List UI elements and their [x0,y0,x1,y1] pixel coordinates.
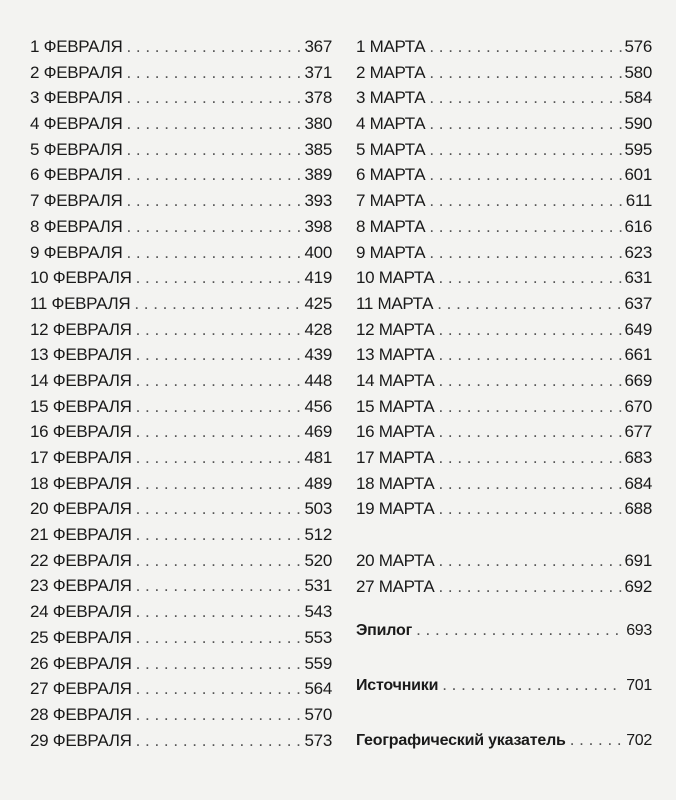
dot-leader [438,265,621,291]
toc-entry-label: 23 ФЕВРАЛЯ [30,576,132,596]
dot-leader [136,522,302,548]
toc-entry-page: 559 [304,653,332,673]
toc-entry-label: Источники [356,677,439,695]
toc-entry-label: 2 МАРТА [356,62,426,82]
toc-entry-label: 11 МАРТА [356,293,434,313]
toc-entry-page: 702 [626,731,652,749]
toc-entry[interactable] [356,85,652,111]
toc-entry-label: 13 МАРТА [356,345,435,365]
toc-entry-label: Эпилог [356,622,413,640]
toc-entry-page: 595 [624,139,652,159]
dot-leader [126,137,301,163]
toc-entry-label: 14 МАРТА [356,370,435,390]
toc-entry-label: 1 МАРТА [356,37,426,56]
toc-entry[interactable] [30,702,332,728]
toc-entry-label: 7 ФЕВРАЛЯ [30,191,123,211]
toc-entry-page: 456 [304,396,332,416]
spacer [356,599,652,617]
toc-entry-label: 8 ФЕВРАЛЯ [30,216,123,236]
dot-leader [136,702,302,728]
toc-entry-label: Географический указатель [356,731,566,749]
toc-entry[interactable] [30,419,332,445]
dot-leader [136,676,302,702]
dot-leader [136,599,302,625]
toc-entry-label: 7 МАРТА [356,191,426,211]
toc-entry-label: 6 МАРТА [356,165,426,185]
toc-entry[interactable] [356,34,652,60]
toc-entry-page: 564 [304,679,332,699]
toc-entry[interactable] [30,573,332,599]
toc-entry[interactable] [30,291,332,317]
dot-leader [126,60,301,86]
dot-leader [136,651,302,677]
toc-entry-page: 601 [624,165,652,185]
toc-entry-page: 439 [304,345,332,365]
dot-leader [136,419,302,445]
toc-entry-page: 590 [624,114,652,134]
dot-leader [438,496,621,522]
toc-entry-page: 553 [304,627,332,647]
toc-entry[interactable] [356,137,652,163]
dot-leader [126,111,301,137]
toc-entry[interactable] [356,445,652,471]
dot-leader [126,214,301,240]
toc-entry-page: 684 [624,473,652,493]
toc-entry[interactable] [356,317,652,343]
toc-entry[interactable] [30,162,332,188]
toc-entry[interactable] [30,471,332,497]
dot-leader [136,625,302,651]
toc-entry-label: 16 ФЕВРАЛЯ [30,422,132,442]
toc-entry[interactable] [30,111,332,137]
toc-entry[interactable] [30,137,332,163]
toc-entry-label: 10 ФЕВРАЛЯ [30,268,132,288]
toc-entry[interactable] [30,625,332,651]
dot-leader [136,394,302,420]
toc-entry-page: 448 [304,370,332,390]
toc-entry-label: 27 ФЕВРАЛЯ [30,679,132,699]
toc-entry[interactable] [30,368,332,394]
dot-leader [136,342,302,368]
toc-entry-epilogue[interactable] [356,617,652,643]
toc-column-march [356,34,652,753]
dot-leader [136,445,302,471]
toc-entry[interactable] [356,162,652,188]
toc-entry[interactable] [356,188,652,214]
dot-leader [136,317,302,343]
dot-leader [438,394,621,420]
toc-entry-page: 520 [304,550,332,570]
dot-leader [134,291,301,317]
dot-leader [438,419,621,445]
toc-entry[interactable] [356,574,652,600]
toc-entry-label: 22 ФЕВРАЛЯ [30,550,132,570]
toc-entry-label: 2 ФЕВРАЛЯ [30,62,123,82]
dot-leader [126,34,301,60]
toc-entry-label: 15 МАРТА [356,396,435,416]
toc-entry-label: 17 МАРТА [356,448,435,467]
toc-entry-label: 25 ФЕВРАЛЯ [30,627,132,647]
toc-entry-page: 693 [626,622,652,640]
toc-entry[interactable] [30,34,332,60]
toc-entry[interactable] [356,214,652,240]
toc-entry-page: 425 [304,293,332,313]
dot-leader [438,342,621,368]
dot-leader [416,617,623,644]
toc-entry-label: 11 ФЕВРАЛЯ [30,293,131,313]
toc-entry-label: 3 МАРТА [356,88,426,108]
toc-entry-label: 29 ФЕВРАЛЯ [30,730,132,750]
dot-leader [429,60,621,86]
toc-entry-page: 543 [304,602,332,622]
toc-entry-sources[interactable] [356,672,652,698]
toc-entry-label: 13 ФЕВРАЛЯ [30,345,132,365]
toc-entry-page: 469 [304,422,332,442]
toc-entry-page: 512 [304,525,332,545]
dot-leader [136,471,302,497]
toc-entry-page: 389 [304,165,332,185]
dot-leader [570,727,624,754]
dot-leader [429,240,621,266]
toc-entry-label: 6 ФЕВРАЛЯ [30,165,123,185]
dot-leader [438,445,621,471]
toc-entry-page: 371 [304,62,332,82]
dot-leader [126,85,301,111]
toc-entry-label: 24 ФЕВРАЛЯ [30,602,132,622]
toc-entry-label: 5 МАРТА [356,139,426,159]
dot-leader [442,672,623,699]
toc-entry-label: 1 ФЕВРАЛЯ [30,37,123,56]
dot-leader [429,162,621,188]
toc-entry-label: 14 ФЕВРАЛЯ [30,370,132,390]
toc-entry[interactable] [356,496,652,522]
toc-entry-page: 380 [304,114,332,134]
toc-entry-label: 3 ФЕВРАЛЯ [30,88,123,108]
dot-leader [429,137,621,163]
dot-leader [438,471,621,497]
dot-leader [136,573,302,599]
toc-entry-label: 4 МАРТА [356,114,426,134]
toc-entry[interactable] [30,240,332,266]
toc-entry[interactable] [356,60,652,86]
toc-entry[interactable] [30,651,332,677]
spacer [356,643,652,672]
toc-entry-page: 649 [624,319,652,339]
toc-entry[interactable] [356,240,652,266]
toc-entry-page: 400 [304,242,332,262]
toc-entry-page: 611 [625,191,652,211]
toc-entry-label: 10 МАРТА [356,268,435,288]
toc-column-february [30,34,332,753]
dot-leader [136,548,302,574]
toc-entry[interactable] [356,368,652,394]
dot-leader [126,240,301,266]
toc-entry[interactable] [30,85,332,111]
dot-leader [136,265,302,291]
spacer [356,698,652,727]
toc-entry[interactable] [356,265,652,291]
toc-entry-page: 669 [624,370,652,390]
toc-entry-label: 20 МАРТА [356,551,435,571]
toc-entry-page: 701 [626,677,652,695]
dot-leader [136,368,302,394]
dot-leader [126,162,301,188]
toc-entry[interactable] [30,342,332,368]
toc-entry-page: 531 [304,576,332,596]
toc-entry-geo-index[interactable] [356,727,652,753]
toc-entry[interactable] [30,265,332,291]
dot-leader [429,85,621,111]
toc-entry-page: 688 [624,499,652,519]
toc-entry-page: 670 [624,396,652,416]
dot-leader [437,291,621,317]
toc-entry[interactable] [356,111,652,137]
toc-entry-page: 637 [624,293,652,313]
toc-entry-page: 584 [624,88,652,108]
toc-entry-page: 616 [624,216,652,236]
dot-leader [438,317,621,343]
toc-entry-label: 8 МАРТА [356,216,426,236]
spacer [356,522,652,548]
toc-entry-label: 27 МАРТА [356,576,435,596]
toc-entry-page: 489 [304,473,332,493]
toc-entry[interactable] [30,445,332,471]
toc-entry-page: 573 [304,730,332,750]
dot-leader [438,548,621,574]
toc-entry-label: 15 ФЕВРАЛЯ [30,396,132,416]
toc-entry-label: 12 ФЕВРАЛЯ [30,319,132,339]
toc-entry[interactable] [356,548,652,574]
toc-entry[interactable] [30,60,332,86]
toc-entry-label: 26 ФЕВРАЛЯ [30,653,132,673]
toc-entry-page: 428 [304,319,332,339]
toc-entry-page: 691 [624,551,652,571]
toc-entry-page: 398 [304,216,332,236]
toc-entry-label: 12 МАРТА [356,319,435,339]
toc-entry-label: 20 ФЕВРАЛЯ [30,499,132,519]
toc-entry-label: 9 МАРТА [356,242,426,262]
toc-entry-label: 18 ФЕВРАЛЯ [30,473,132,493]
toc-entry-page: 385 [304,139,332,159]
dot-leader [136,728,302,754]
toc-entry-label: 4 ФЕВРАЛЯ [30,114,123,134]
toc-entry-label: 18 МАРТА [356,473,435,493]
dot-leader [429,188,622,214]
dot-leader [136,496,302,522]
toc-entry[interactable] [356,471,652,497]
toc-entry-page: 692 [624,576,652,596]
toc-entry-label: 17 ФЕВРАЛЯ [30,448,132,467]
toc-entry-page: 683 [624,448,652,467]
dot-leader [438,574,621,600]
dot-leader [429,34,621,60]
toc-entry[interactable] [30,496,332,522]
dot-leader [126,188,301,214]
toc-entry-page: 419 [304,268,332,288]
toc-entry-label: 28 ФЕВРАЛЯ [30,704,132,724]
toc-entry-page: 367 [304,37,332,56]
dot-leader [429,111,621,137]
toc-entry-page: 631 [624,268,652,288]
toc-entry[interactable] [356,394,652,420]
toc-entry[interactable] [356,342,652,368]
dot-leader [429,214,621,240]
toc-entry[interactable] [356,419,652,445]
toc-entry[interactable] [30,188,332,214]
toc-entry-page: 570 [304,704,332,724]
toc-entry-page: 677 [624,422,652,442]
toc-entry-page: 378 [304,88,332,108]
toc-entry-label: 19 МАРТА [356,499,435,519]
toc-entry-page: 576 [624,37,652,56]
toc-entry[interactable] [30,522,332,548]
toc-entry[interactable] [30,394,332,420]
toc-entry[interactable] [30,317,332,343]
toc-entry-page: 503 [304,499,332,519]
toc-entry-page: 661 [624,345,652,365]
toc-entry-label: 21 ФЕВРАЛЯ [30,525,132,545]
toc-entry[interactable] [30,676,332,702]
toc-entry-label: 16 МАРТА [356,422,435,442]
toc-entry-page: 393 [304,191,332,211]
toc-entry-label: 5 ФЕВРАЛЯ [30,139,123,159]
dot-leader [438,368,621,394]
toc-entry[interactable] [30,599,332,625]
toc-entry[interactable] [30,214,332,240]
toc-entry[interactable] [30,728,332,754]
toc-entry-page: 623 [624,242,652,262]
toc-entry-page: 481 [304,448,332,467]
toc-entry[interactable] [356,291,652,317]
toc-entry[interactable] [30,548,332,574]
toc-entry-label: 9 ФЕВРАЛЯ [30,242,123,262]
toc-entry-page: 580 [624,62,652,82]
